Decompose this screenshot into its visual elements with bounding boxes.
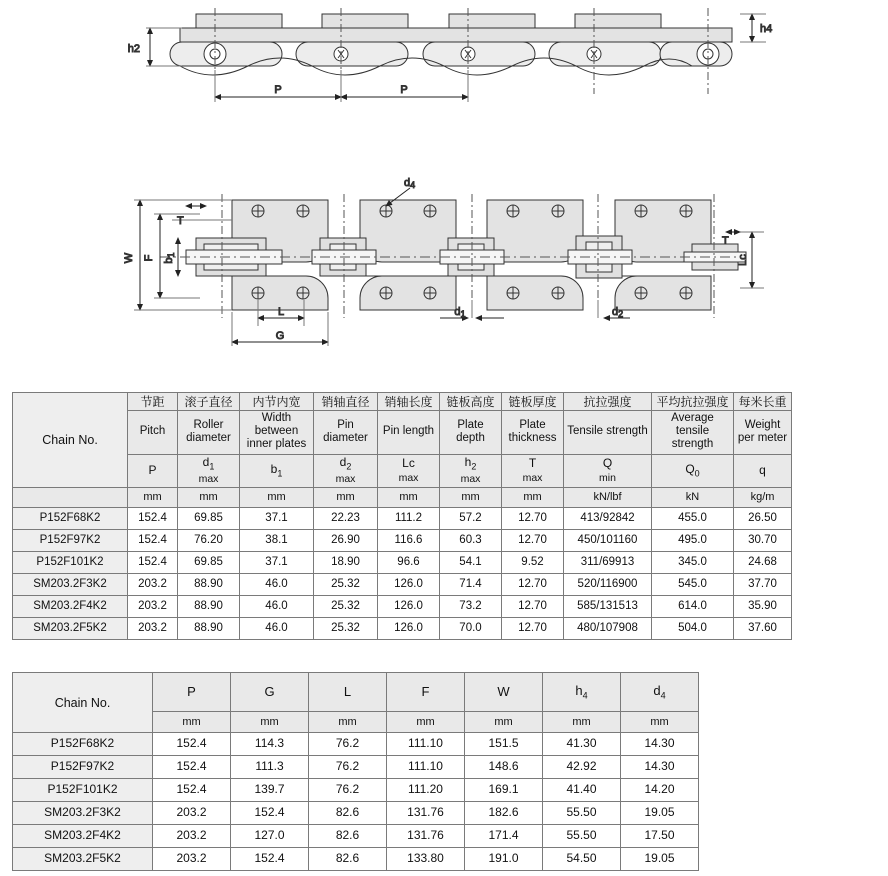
table1-unit-6: mm	[502, 488, 564, 508]
table1-row5-col8: 504.0	[652, 618, 734, 640]
table1-row0-col8: 455.0	[652, 508, 734, 530]
table2-row4-col5: 55.50	[543, 825, 621, 848]
table2-row2-col3: 111.20	[387, 779, 465, 802]
table1-row0-col0: 152.4	[128, 508, 178, 530]
table1-row3-col4: 126.0	[378, 574, 440, 596]
table1-col-cn-3: 销轴直径	[314, 393, 378, 411]
table1-unit-9: kg/m	[734, 488, 792, 508]
table1-row0-name: P152F68K2	[13, 508, 128, 530]
table1-sym-9	[734, 455, 792, 488]
table-row	[13, 825, 699, 848]
table-row	[13, 618, 792, 640]
table1-sym-7	[564, 455, 652, 488]
dim-p-1: P	[274, 84, 282, 96]
table2-row4-col0: 203.2	[153, 825, 231, 848]
table1-unit-1: mm	[178, 488, 240, 508]
table2-row0-col2: 76.2	[309, 733, 387, 756]
table1-sym-note-1: max	[198, 472, 219, 485]
table2-unit-4: mm	[465, 712, 543, 733]
table1-row4-col1: 88.90	[178, 596, 240, 618]
table1-unit-0: mm	[128, 488, 178, 508]
table1-row0-col7: 413/92842	[564, 508, 652, 530]
table1-sym-8	[652, 455, 734, 488]
table1-row5-col2: 46.0	[240, 618, 314, 640]
table2-row4-col3: 131.76	[387, 825, 465, 848]
table-row	[13, 733, 699, 756]
table1-sym-note-4: max	[398, 471, 419, 484]
table2-unit-1: mm	[231, 712, 309, 733]
table1-row0-col5: 57.2	[440, 508, 502, 530]
table2-row0-col5: 41.30	[543, 733, 621, 756]
table2-row4-col6: 17.50	[621, 825, 699, 848]
table2-row3-col2: 82.6	[309, 802, 387, 825]
table1-corner-chain-no: Chain No.	[13, 393, 128, 488]
table1-row4-col7: 585/131513	[564, 596, 652, 618]
table1-row1-col5: 60.3	[440, 530, 502, 552]
table1-sym-text-4: Lc	[402, 456, 415, 471]
table1-row1-col7: 450/101160	[564, 530, 652, 552]
table2-row0-col3: 111.10	[387, 733, 465, 756]
table1-row1-col3: 26.90	[314, 530, 378, 552]
table1-row0-col9: 26.50	[734, 508, 792, 530]
table1-col-cn-2: 内节内宽	[240, 393, 314, 411]
table1-row2-col2: 37.1	[240, 552, 314, 574]
table2-sym-3: F	[387, 673, 465, 712]
table1-sym-note-3: max	[335, 472, 356, 485]
chain-drawing	[0, 0, 888, 378]
table2-sym-5: $h_4$	[543, 673, 621, 712]
table1-row3-col7: 520/116900	[564, 574, 652, 596]
table1-sym-0	[128, 455, 178, 488]
table1-col-en-9: Weight per meter	[734, 411, 792, 455]
table1-row3-col1: 88.90	[178, 574, 240, 596]
table1-row5-col1: 88.90	[178, 618, 240, 640]
table1-row4-col3: 25.32	[314, 596, 378, 618]
table1-col-en-5: Plate depth	[440, 411, 502, 455]
dim-h4-top: h4	[760, 23, 773, 35]
table2-row3-col0: 203.2	[153, 802, 231, 825]
table2-header-symbols	[13, 673, 699, 712]
dim-d1: d1	[454, 306, 466, 319]
table1-row4-col0: 203.2	[128, 596, 178, 618]
table1-row3-col8: 545.0	[652, 574, 734, 596]
table1-col-en-4: Pin length	[378, 411, 440, 455]
table2-sym-4: W	[465, 673, 543, 712]
table2-unit-2: mm	[309, 712, 387, 733]
table1-row2-col1: 69.85	[178, 552, 240, 574]
table1-row2-col7: 311/69913	[564, 552, 652, 574]
table-row	[13, 508, 792, 530]
dim-t-left: T	[177, 215, 184, 227]
table1-row5-col5: 70.0	[440, 618, 502, 640]
table1-col-cn-7: 抗拉强度	[564, 393, 652, 411]
table1-sym-text-0: P	[148, 463, 157, 478]
table2-row5-col5: 54.50	[543, 848, 621, 871]
table2-row3-name: SM203.2F3K2	[13, 802, 153, 825]
table2-row5-col0: 203.2	[153, 848, 231, 871]
spec-table-2-container	[12, 672, 699, 871]
table1-sym-text-5: $h_2$	[464, 455, 477, 472]
table1-sym-note-6: max	[522, 471, 543, 484]
table2-row0-col4: 151.5	[465, 733, 543, 756]
dim-b1: b1	[163, 252, 176, 264]
table1-row2-col3: 18.90	[314, 552, 378, 574]
table1-sym-6	[502, 455, 564, 488]
table2-row2-col0: 152.4	[153, 779, 231, 802]
table2-row2-col4: 169.1	[465, 779, 543, 802]
table2-row5-col6: 19.05	[621, 848, 699, 871]
table1-row4-name: SM203.2F4K2	[13, 596, 128, 618]
table1-row2-col5: 54.1	[440, 552, 502, 574]
table1-row0-col2: 37.1	[240, 508, 314, 530]
table1-row0-col6: 12.70	[502, 508, 564, 530]
table2-row1-col2: 76.2	[309, 756, 387, 779]
table1-col-en-7: Tensile strength	[564, 411, 652, 455]
table2-row2-col1: 139.7	[231, 779, 309, 802]
table2-row5-col4: 191.0	[465, 848, 543, 871]
dim-d4: d4	[404, 177, 416, 190]
table2-row5-name: SM203.2F5K2	[13, 848, 153, 871]
table1-sym-text-8: $Q_0$	[685, 462, 700, 479]
table2-row2-col5: 41.40	[543, 779, 621, 802]
table1-row3-name: SM203.2F3K2	[13, 574, 128, 596]
table1-row2-col6: 9.52	[502, 552, 564, 574]
table1-row2-col9: 24.68	[734, 552, 792, 574]
table1-sym-text-9: q	[759, 463, 766, 478]
table1-col-cn-4: 销轴长度	[378, 393, 440, 411]
table2-row0-name: P152F68K2	[13, 733, 153, 756]
table-row	[13, 802, 699, 825]
table1-unit-chainno	[13, 488, 128, 508]
table1-sym-3	[314, 455, 378, 488]
table1-sym-text-6: T	[528, 456, 537, 471]
table1-row1-col9: 30.70	[734, 530, 792, 552]
table2-row1-col6: 14.30	[621, 756, 699, 779]
table1-row2-col4: 96.6	[378, 552, 440, 574]
table1-row3-col9: 37.70	[734, 574, 792, 596]
table1-row4-col2: 46.0	[240, 596, 314, 618]
table1-unit-2: mm	[240, 488, 314, 508]
table1-row4-col8: 614.0	[652, 596, 734, 618]
table2-row0-col0: 152.4	[153, 733, 231, 756]
table1-col-cn-1: 滚子直径	[178, 393, 240, 411]
table2-unit-0: mm	[153, 712, 231, 733]
table1-row2-col0: 152.4	[128, 552, 178, 574]
table1-sym-4	[378, 455, 440, 488]
table1-row3-col6: 12.70	[502, 574, 564, 596]
table2-row4-col4: 171.4	[465, 825, 543, 848]
table1-sym-1	[178, 455, 240, 488]
table2-row1-col3: 111.10	[387, 756, 465, 779]
table1-row1-col8: 495.0	[652, 530, 734, 552]
table1-header-cn	[13, 393, 792, 411]
table1-sym-note-5: max	[460, 472, 481, 485]
table1-sym-text-7: Q	[602, 456, 613, 471]
table1-col-cn-5: 链板高度	[440, 393, 502, 411]
table2-row2-name: P152F101K2	[13, 779, 153, 802]
table2-row0-col6: 14.30	[621, 733, 699, 756]
table1-col-en-2: Width between inner plates	[240, 411, 314, 455]
table2-row5-col3: 133.80	[387, 848, 465, 871]
table2-row1-name: P152F97K2	[13, 756, 153, 779]
table1-sym-text-3: $d_2$	[339, 455, 352, 472]
table2-row1-col0: 152.4	[153, 756, 231, 779]
table-row	[13, 552, 792, 574]
table2-row3-col6: 19.05	[621, 802, 699, 825]
spec-table-1	[12, 392, 792, 640]
table2-row2-col6: 14.20	[621, 779, 699, 802]
table2-sym-0: P	[153, 673, 231, 712]
table1-sym-5	[440, 455, 502, 488]
table1-sym-text-2: $b_1$	[270, 462, 283, 479]
table1-col-en-3: Pin diameter	[314, 411, 378, 455]
table1-row3-col5: 71.4	[440, 574, 502, 596]
table1-sym-2	[240, 455, 314, 488]
table2-corner-chain-no: Chain No.	[13, 673, 153, 733]
dim-lc: Lc	[737, 254, 749, 266]
table1-row5-name: SM203.2F5K2	[13, 618, 128, 640]
table1-col-cn-9: 每米长重	[734, 393, 792, 411]
table2-row1-col4: 148.6	[465, 756, 543, 779]
table1-row5-col9: 37.60	[734, 618, 792, 640]
table2-sym-2: L	[309, 673, 387, 712]
dim-w: W	[123, 252, 135, 264]
dim-h2-top: h2	[127, 43, 140, 55]
table1-row5-col3: 25.32	[314, 618, 378, 640]
table1-header-units	[13, 488, 792, 508]
table2-row4-name: SM203.2F4K2	[13, 825, 153, 848]
table-row	[13, 756, 699, 779]
table-row	[13, 530, 792, 552]
table1-col-en-6: Plate thickness	[502, 411, 564, 455]
table1-unit-3: mm	[314, 488, 378, 508]
table1-row0-col3: 22.23	[314, 508, 378, 530]
table1-row4-col9: 35.90	[734, 596, 792, 618]
table2-unit-5: mm	[543, 712, 621, 733]
table2-row5-col1: 152.4	[231, 848, 309, 871]
table1-row1-col2: 38.1	[240, 530, 314, 552]
table1-header-symbols	[13, 455, 792, 488]
table1-row2-name: P152F101K2	[13, 552, 128, 574]
table-row	[13, 596, 792, 618]
table2-row4-col2: 82.6	[309, 825, 387, 848]
spec-table-1-container	[12, 392, 792, 640]
table2-sym-6: $d_4$	[621, 673, 699, 712]
table1-col-cn-8: 平均抗拉强度	[652, 393, 734, 411]
table2-row1-col1: 111.3	[231, 756, 309, 779]
table1-row3-col0: 203.2	[128, 574, 178, 596]
table1-row4-col6: 12.70	[502, 596, 564, 618]
table2-row1-col5: 42.92	[543, 756, 621, 779]
table2-unit-6: mm	[621, 712, 699, 733]
table1-row4-col4: 126.0	[378, 596, 440, 618]
dim-p-2: P	[400, 84, 408, 96]
dim-f: F	[143, 254, 155, 262]
table1-row3-col3: 25.32	[314, 574, 378, 596]
table1-col-en-1: Roller diameter	[178, 411, 240, 455]
table1-row0-col1: 69.85	[178, 508, 240, 530]
table1-row1-col0: 152.4	[128, 530, 178, 552]
table1-sym-text-1: $d_1$	[202, 455, 215, 472]
table-row	[13, 848, 699, 871]
table1-unit-8: kN	[652, 488, 734, 508]
table1-row5-col6: 12.70	[502, 618, 564, 640]
table1-sym-note-7: min	[599, 471, 616, 484]
table1-row1-name: P152F97K2	[13, 530, 128, 552]
table2-row4-col1: 127.0	[231, 825, 309, 848]
table2-row3-col4: 182.6	[465, 802, 543, 825]
table1-row3-col2: 46.0	[240, 574, 314, 596]
table-row	[13, 574, 792, 596]
table2-row0-col1: 114.3	[231, 733, 309, 756]
table2-row3-col5: 55.50	[543, 802, 621, 825]
table2-row3-col3: 131.76	[387, 802, 465, 825]
dim-l: L	[277, 306, 285, 318]
table1-col-en-0: Pitch	[128, 411, 178, 455]
spec-table-2	[12, 672, 699, 871]
table1-unit-5: mm	[440, 488, 502, 508]
table1-row5-col0: 203.2	[128, 618, 178, 640]
table1-unit-7: kN/lbf	[564, 488, 652, 508]
table1-header-en	[13, 411, 792, 455]
table1-row0-col4: 111.2	[378, 508, 440, 530]
table2-unit-3: mm	[387, 712, 465, 733]
table1-row2-col8: 345.0	[652, 552, 734, 574]
table2-row5-col2: 82.6	[309, 848, 387, 871]
table1-col-en-8: Average tensile strength	[652, 411, 734, 455]
table1-row5-col4: 126.0	[378, 618, 440, 640]
table2-row3-col1: 152.4	[231, 802, 309, 825]
table1-row4-col5: 73.2	[440, 596, 502, 618]
table2-sym-1: G	[231, 673, 309, 712]
table1-row1-col4: 116.6	[378, 530, 440, 552]
table1-row1-col6: 12.70	[502, 530, 564, 552]
dim-g: G	[275, 330, 285, 342]
table1-unit-4: mm	[378, 488, 440, 508]
dim-t-right: T	[722, 235, 729, 247]
table1-row1-col1: 76.20	[178, 530, 240, 552]
table1-row5-col7: 480/107908	[564, 618, 652, 640]
table1-col-cn-6: 链板厚度	[502, 393, 564, 411]
table-row	[13, 779, 699, 802]
dim-d2: d2	[612, 306, 624, 319]
table2-row2-col2: 76.2	[309, 779, 387, 802]
table1-col-cn-0: 节距	[128, 393, 178, 411]
